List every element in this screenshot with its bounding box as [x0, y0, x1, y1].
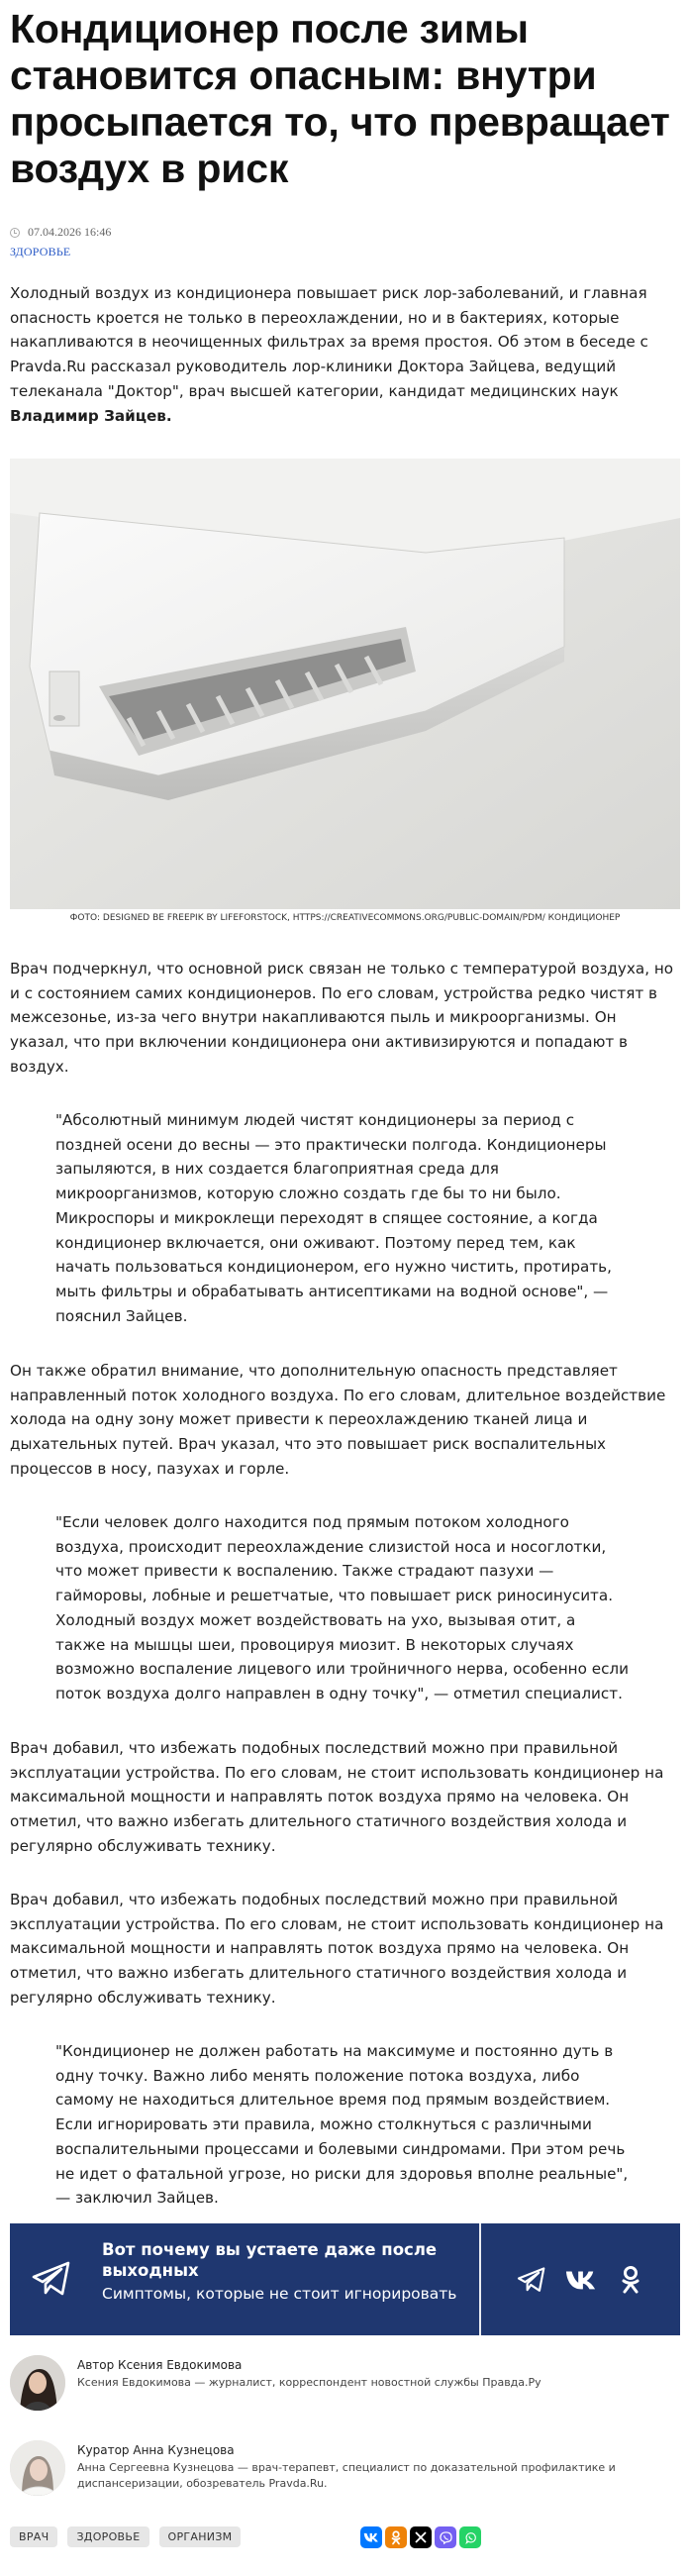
share-vk-button[interactable]: [360, 2526, 382, 2548]
tag-organizm[interactable]: ОРГАНИЗМ: [159, 2526, 242, 2547]
share-viber-button[interactable]: [435, 2526, 456, 2548]
promo-banner[interactable]: [10, 2223, 680, 2335]
publish-date: [10, 225, 111, 240]
tag-zdorovye[interactable]: ЗДОРОВЬЕ: [67, 2526, 148, 2547]
promo-headline[interactable]: Вот почему вы устаете даже после выходных: [102, 2240, 438, 2280]
ok-icon[interactable]: [615, 2266, 646, 2294]
paragraph-4: Врач добавил, что избежать подобных последствий можно при правильной эксплуатации устройства. По его словам, не стоит использовать кондиционер на максимальной мощности и направлять поток воздуха прямо на человека. Он отметил, что важно избегать длительного статичного воздействия холода и регулярно обслуживать технику.: [10, 1891, 664, 2007]
quote-2: "Если человек долго находится под прямым потоком холодного воздуха, происходит переохлаждение слизистой носа и носоглотки, что может привести к воспалению. Также страдают пазухи — гайморовы, лобные и решетчатые, что повышает риск риносинусита. Холодный воздух может воздействовать на ухо, вызывая отит, а также на мышцы шеи, провоцируя миозит. В некоторых случаях возможно воспаление лицевого или тройничного нерва, особенно если поток воздуха долго направлен в одну точку", — отметил специалист.: [55, 1513, 629, 1702]
telegram-icon: [32, 2261, 71, 2297]
lead-expert-name: Владимир Зайцев.: [10, 406, 172, 425]
share-whatsapp-button[interactable]: [459, 2526, 481, 2548]
vk-icon[interactable]: [565, 2266, 597, 2294]
paragraph-1: Врач подчеркнул, что основной риск связан не только с температурой воздуха, но и с состоянием самих кондиционеров. По его словам, устройства редко чистят в межсезонье, из-за чего внутри накапливаются пыль и микроорганизмы. Он указал, что при включении кондиционера они активизируются и попадают в воздух.: [10, 960, 674, 1076]
author-name[interactable]: Автор Ксения Евдокимова: [77, 2358, 243, 2372]
curator-card[interactable]: [10, 2440, 671, 2496]
author-card[interactable]: [10, 2355, 671, 2411]
article-title: Кондиционер после зимы становится опасным: внутри просыпается то, что превращает воздух в риск: [10, 6, 670, 191]
rubric-link[interactable]: ЗДОРОВЬЕ: [10, 245, 71, 258]
x-icon: [415, 2531, 427, 2543]
promo-social-links: [481, 2223, 680, 2335]
curator-description: Анна Сергеевна Кузнецова — врач-терапевт, специалист по доказательной профилактике и диспансеризации, обозреватель Pravda.Ru.: [77, 2461, 616, 2490]
promo-teaser[interactable]: [10, 2223, 479, 2335]
vk-icon: [363, 2532, 379, 2542]
viber-icon: [440, 2531, 452, 2544]
lead-text: Холодный воздух из кондиционера повышает риск лор-заболеваний, и главная опасность кроется не только в переохлаждении, но и в бактериях, которые накапливаются в неочищенных фильтрах за время простоя. Об этом в беседе с Pravda.Ru рассказал руководитель лор-клиники Доктора Зайцева, ведущий телеканала "Доктор", врач высшей категории, кандидат медицинских наук: [10, 284, 648, 400]
ok-icon: [391, 2530, 401, 2545]
promo-divider: [479, 2223, 481, 2335]
paragraph-3: Врач добавил, что избежать подобных последствий можно при правильной эксплуатации устройства. По его словам, не стоит использовать кондиционер на максимальной мощности и направлять поток воздуха прямо на человека. Он отметил, что важно избегать длительного статичного воздействия холода и регулярно обслуживать технику.: [10, 1739, 664, 1855]
author-avatar[interactable]: [10, 2355, 65, 2411]
share-buttons: [360, 2526, 481, 2548]
curator-name[interactable]: Куратор Анна Кузнецова: [77, 2443, 235, 2457]
author-description: Ксения Евдокимова — журналист, корреспондент новостной службы Правда.Ру: [77, 2376, 541, 2389]
quote-1: "Абсолютный минимум людей чистят кондиционеры за период с поздней осени до весны — это практически полгода. Кондиционеры запыляются, в них создается благоприятная среда для микроорганизмов, которую сложно создать где бы то ни было. Микроспоры и микроклещи переходят в спящее состояние, а когда кондиционер включается, они оживают. Поэтому перед тем, как начать пользоваться кондиционером, его нужно чистить, протирать, мыть фильтры и обрабатывать антисептиками на водной основе", — пояснил Зайцев.: [55, 1111, 612, 1325]
promo-subline[interactable]: Симптомы, которые не стоит игнорировать: [102, 2285, 457, 2303]
share-ok-button[interactable]: [385, 2526, 407, 2548]
whatsapp-icon: [464, 2531, 477, 2544]
tag-list: [10, 2526, 241, 2547]
air-conditioner-image: [10, 459, 680, 909]
photo-credit: ФОТО: DESIGNED BE FREEPIK BY LIFEFORSTOCK, HTTPS://CREATIVECOMMONS.ORG/PUBLIC-DOMAIN/PDM/ КОНДИЦИОНЕР: [69, 913, 621, 923]
article-photo: [10, 459, 680, 909]
paragraph-2: Он также обратил внимание, что дополнительную опасность представляет направленный поток холодного воздуха. По его словам, длительное воздействие холода на одну зону может привести к переохлаждению тканей лица и дыхательных путей. Врач указал, что это повышает риск воспалительных процессов в носу, пазухах и горле.: [10, 1362, 666, 1478]
article-lead: [10, 281, 677, 428]
quote-3: "Кондиционер не должен работать на максимуме и постоянно дуть в одну точку. Важно либо менять положение потока воздуха, либо самому не находиться длительное время под прямым воздействием. Если игнорировать эти правила, можно столкнуться с различными воспалительными процессами и болевыми синдромами. При этом речь не идет о фатальной угрозе, но риски для здоровья вполне реальные", — заключил Зайцев.: [55, 2042, 629, 2208]
telegram-icon[interactable]: [516, 2266, 547, 2294]
tag-vrach[interactable]: ВРАЧ: [10, 2526, 57, 2547]
curator-avatar[interactable]: [10, 2440, 65, 2496]
clock-icon: [10, 228, 20, 238]
share-x-button[interactable]: [410, 2526, 432, 2548]
publish-date-text: 07.04.2026 16:46: [28, 225, 112, 239]
